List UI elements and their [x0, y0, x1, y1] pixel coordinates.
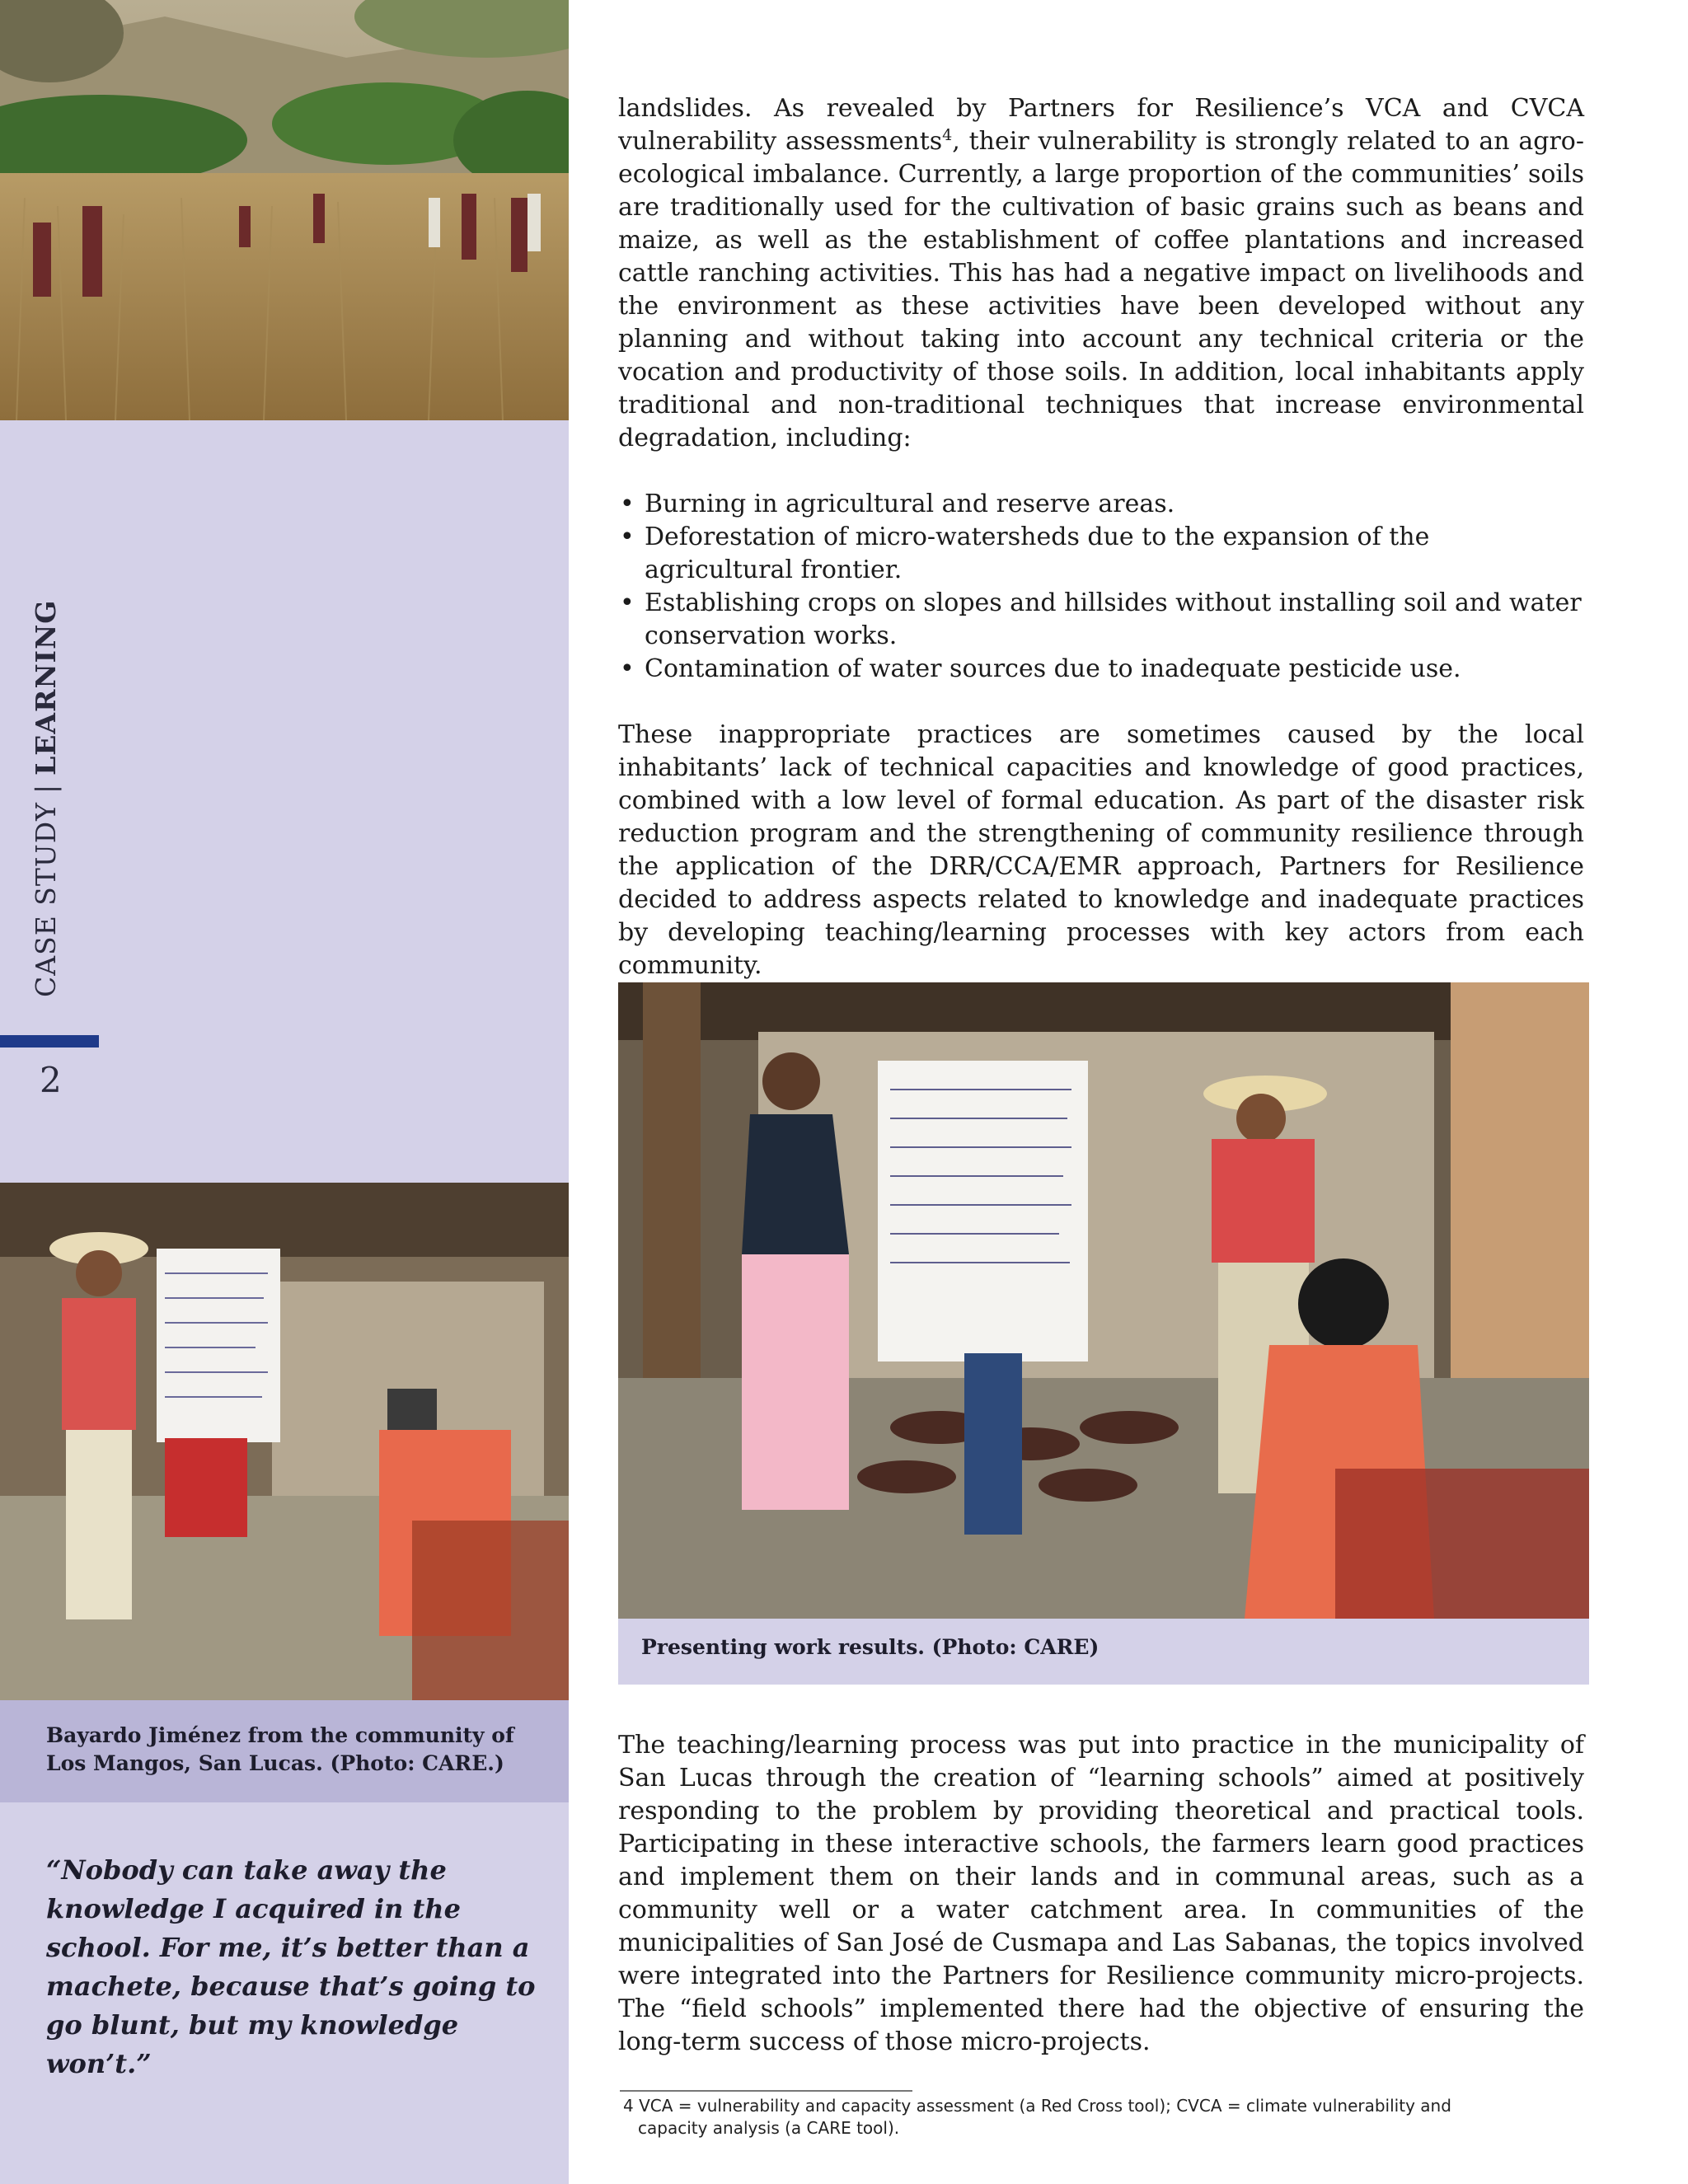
paragraph-vulnerability-part-a: landslides. As revealed by Partners for Resilience’s VCA and CVCA vulnerability assessments — [618, 94, 1584, 156]
list-item: • Burning in agricultural and reserve areas. — [618, 488, 1584, 521]
footnote-line-1: 4 VCA = vulnerability and capacity assessment (a Red Cross tool); CVCA = climate vulnerability and — [623, 2096, 1451, 2116]
label-separator: | — [30, 783, 62, 794]
list-item: • Deforestation of micro-watersheds due to the expansion of the agricultural frontier. — [618, 521, 1584, 587]
degradation-practices-list — [618, 488, 1584, 686]
paragraph-vulnerability-part-b: , their vulnerability is strongly related to an agro-ecological imbalance. Currently, a large proportion of the communities’ soils are traditionally used for the cultivation of basic grains such as beans and maize, as well as the establishment of coffee plantations and increased cattle ranching activities. This has had a negative impact on livelihoods and the environment as these activities have been developed without any planning and without taking into account any technical criteria or the vocation and productivity of those soils. In addition, local inhabitants apply traditional and non-traditional techniques that increase environmental degradation, including: — [618, 127, 1584, 452]
accent-bar — [0, 1035, 99, 1047]
list-item: • Contamination of water sources due to inadequate pesticide use. — [618, 653, 1584, 686]
page-number: 2 — [40, 1060, 62, 1100]
label-case-study: CASE STUDY — [30, 802, 62, 997]
section-vertical-label — [30, 600, 62, 997]
presenter-photo — [0, 1183, 569, 1700]
paragraph-inappropriate-practices: These inappropriate practices are sometimes caused by the local inhabitants’ lack of technical capacities and knowledge of good practices, combined with a low level of formal education. As part of the disaster risk reduction program and the strengthening of community resilience through the application of the DRR/CCA/EMR approach, Partners for Resilience decided to address aspects related to knowledge and inadequate practices by developing teaching/learning processes with key actors from each community. — [618, 720, 1584, 980]
list-item: • Establishing crops on slopes and hillsides without installing soil and water conservation works. — [618, 587, 1584, 653]
pull-quote: “Nobody can take away the knowledge I acquired in the school. For me, it’s better than a machete, because that’s going to go blunt, but my knowledge won’t.” — [46, 1854, 536, 2079]
footnote-4 — [623, 2095, 1497, 2139]
main-column — [618, 92, 1584, 982]
footnote-line-2: capacity analysis (a CARE tool). — [638, 2118, 900, 2138]
label-learning: LEARNING — [30, 599, 62, 776]
presenting-results-caption: Presenting work results. (Photo: CARE) — [618, 1619, 1589, 1685]
field-walk-photo — [0, 0, 569, 420]
paragraph-learning-schools: The teaching/learning process was put into practice in the municipality of San Lucas through the creation of “learning schools” aimed at positively responding to the problem by providing theoretical and practical tools. Participating in these interactive schools, the farmers learn good practices and implement them on their lands and in communal areas, such as a community well or a water catchment area. In communities of the municipalities of San José de Cusmapa and Las Sabanas, the topics involved were integrated into the Partners for Resilience community micro-projects. The “field schools” implemented there had the objective of ensuring the long-term success of those micro-projects. — [618, 1731, 1584, 2056]
presenting-results-photo — [618, 982, 1589, 1619]
paragraph-vulnerability — [618, 92, 1584, 455]
footnote-divider — [620, 2090, 912, 2092]
presenter-photo-caption: Bayardo Jiménez from the community of Los Mangos, San Lucas. (Photo: CARE.) — [0, 1700, 569, 1802]
footnote-ref-4[interactable]: 4 — [942, 126, 953, 144]
